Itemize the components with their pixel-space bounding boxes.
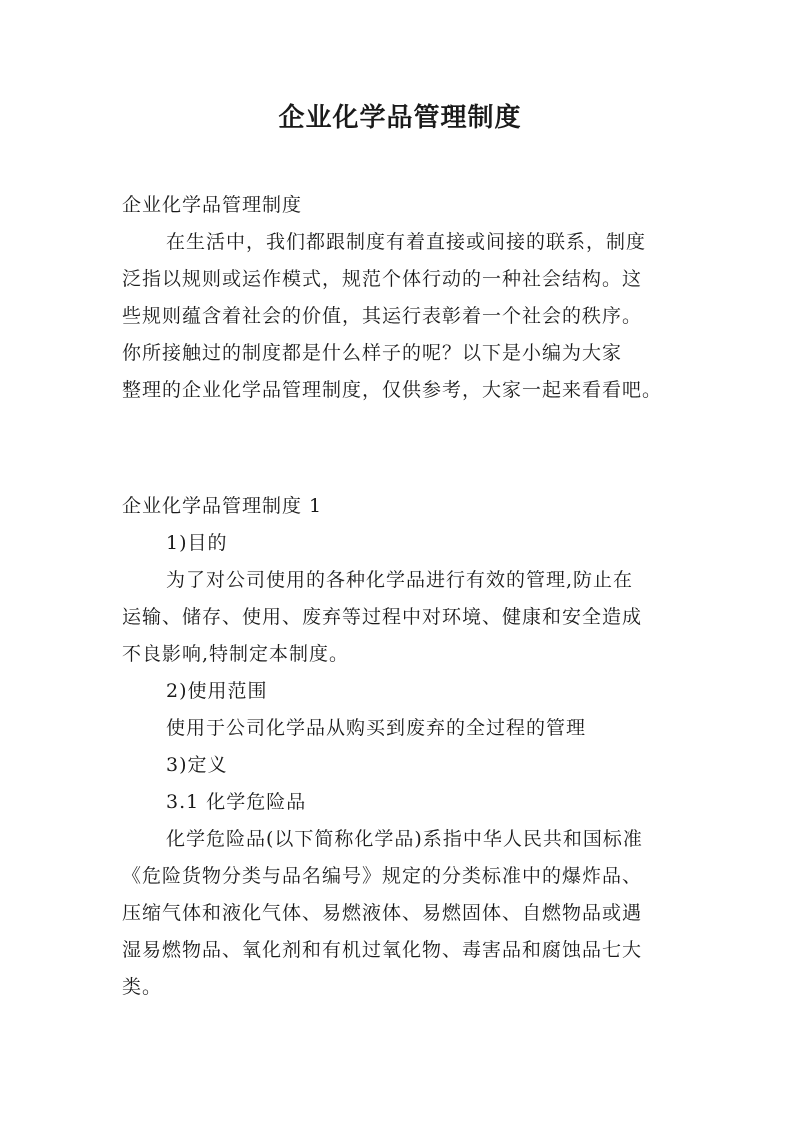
definition-line-4: 湿易燃物品、氧化剂和有机过氧化物、毒害品和腐蚀品七大 (122, 939, 643, 961)
intro-line-4: 你所接触过的制度都是什么样子的呢？以下是小编为大家 (122, 342, 623, 364)
document-title: 企业化学品管理制度 (278, 103, 522, 133)
scope-text: 使用于公司化学品从购买到废弃的全过程的管理 (166, 717, 587, 739)
definition-line-3: 压缩气体和液化气体、易燃液体、易燃固体、自燃物品或遇 (122, 902, 643, 924)
section-1-heading: 企业化学品管理制度 1 (122, 495, 323, 517)
intro-line-5: 整理的企业化学品管理制度，仅供参考，大家一起来看看吧。 (122, 379, 663, 401)
section-1 (122, 488, 702, 1006)
definition-sub-heading: 3.1 化学危险品 (166, 791, 307, 813)
purpose-heading: 1)目的 (166, 532, 228, 554)
purpose-line-3: 不良影响,特制定本制度。 (122, 643, 350, 665)
intro-section (122, 187, 702, 409)
definition-heading: 3)定义 (166, 754, 228, 776)
definition-line-1: 化学危险品(以下简称化学品)系指中华人民共和国标准 (166, 828, 643, 850)
intro-line-2: 泛指以规则或运作模式，规范个体行动的一种社会结构。这 (122, 268, 643, 290)
intro-heading: 企业化学品管理制度 (122, 194, 303, 216)
definition-line-5: 类。 (122, 976, 163, 998)
definition-line-2: 《危险货物分类与品名编号》规定的分类标准中的爆炸品、 (122, 865, 643, 887)
purpose-line-1: 为了对公司使用的各种化学品进行有效的管理,防止在 (166, 569, 634, 591)
intro-line-1: 在生活中，我们都跟制度有着直接或间接的联系，制度 (166, 231, 647, 253)
intro-line-3: 些规则蕴含着社会的价值，其运行表彰着一个社会的秩序。 (122, 305, 643, 327)
scope-heading: 2)使用范围 (166, 680, 268, 702)
purpose-line-2: 运输、储存、使用、废弃等过程中对环境、健康和安全造成 (122, 606, 643, 628)
